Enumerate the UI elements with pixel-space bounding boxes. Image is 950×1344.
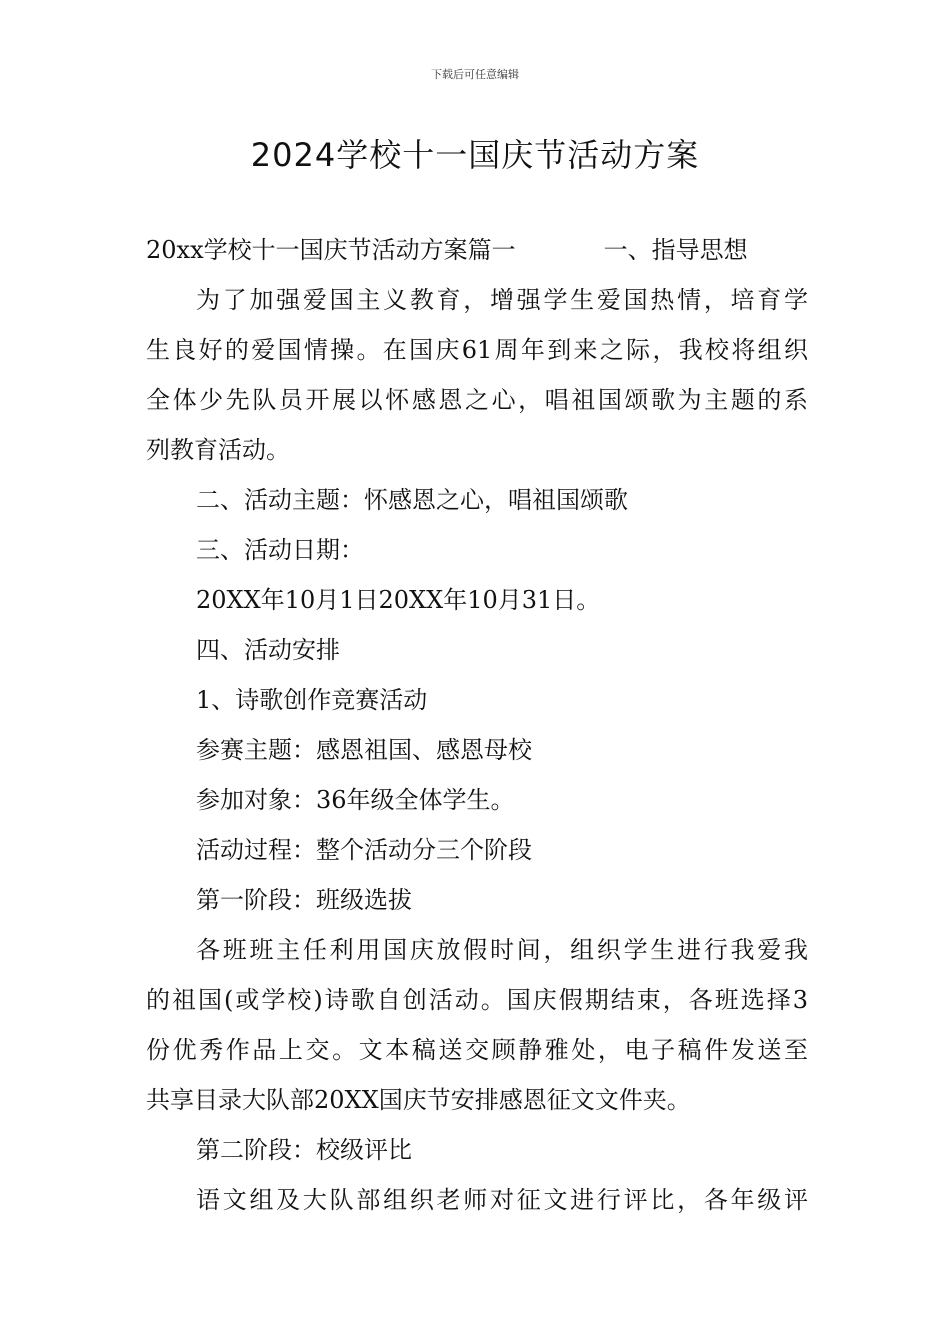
paragraph-line: 四、活动安排	[196, 636, 340, 664]
paragraph-line: 份优秀作品上交。文本稿送交顾静雅处，电子稿件发送至	[146, 1036, 808, 1064]
paragraph-line: 的祖国(或学校)诗歌自创活动。国庆假期结束，各班选择3	[146, 986, 808, 1014]
paragraph-line: 语文组及大队部组织老师对征文进行评比，各年级评	[196, 1186, 808, 1214]
document-title: 2024学校十一国庆节活动方案	[250, 136, 700, 174]
section-heading: 一、指导思想	[603, 236, 748, 264]
header-note: 下载后可任意编辑	[431, 68, 519, 81]
article-label: 20xx学校十一国庆节活动方案篇一	[146, 236, 516, 264]
paragraph-line: 第二阶段：校级评比	[196, 1136, 412, 1164]
paragraph-line: 20XX年10月1日20XX年10月31日。	[196, 586, 601, 614]
paragraph-line: 参加对象：36年级全体学生。	[196, 786, 515, 814]
paragraph-line: 列教育活动。	[146, 436, 290, 464]
paragraph-line: 各班班主任利用国庆放假时间，组织学生进行我爱我	[196, 936, 808, 964]
paragraph-line: 共享目录大队部20XX国庆节安排感恩征文文件夹。	[146, 1086, 691, 1114]
paragraph-line: 1、诗歌创作竞赛活动	[196, 686, 428, 714]
paragraph-line: 活动过程：整个活动分三个阶段	[196, 836, 532, 864]
paragraph-line: 为了加强爱国主义教育，增强学生爱国热情，培育学	[196, 286, 808, 314]
paragraph-line: 参赛主题：感恩祖国、感恩母校	[196, 736, 532, 764]
paragraph-line: 全体少先队员开展以怀感恩之心，唱祖国颂歌为主题的系	[146, 386, 808, 414]
paragraph-line: 二、活动主题：怀感恩之心，唱祖国颂歌	[196, 486, 628, 514]
paragraph-line: 第一阶段：班级选拔	[196, 886, 412, 914]
document-body	[146, 225, 808, 1225]
paragraph-line: 三、活动日期：	[196, 536, 364, 564]
paragraph-line: 生良好的爱国情操。在国庆61周年到来之际，我校将组织	[146, 336, 808, 364]
section-heading-line	[146, 225, 808, 275]
